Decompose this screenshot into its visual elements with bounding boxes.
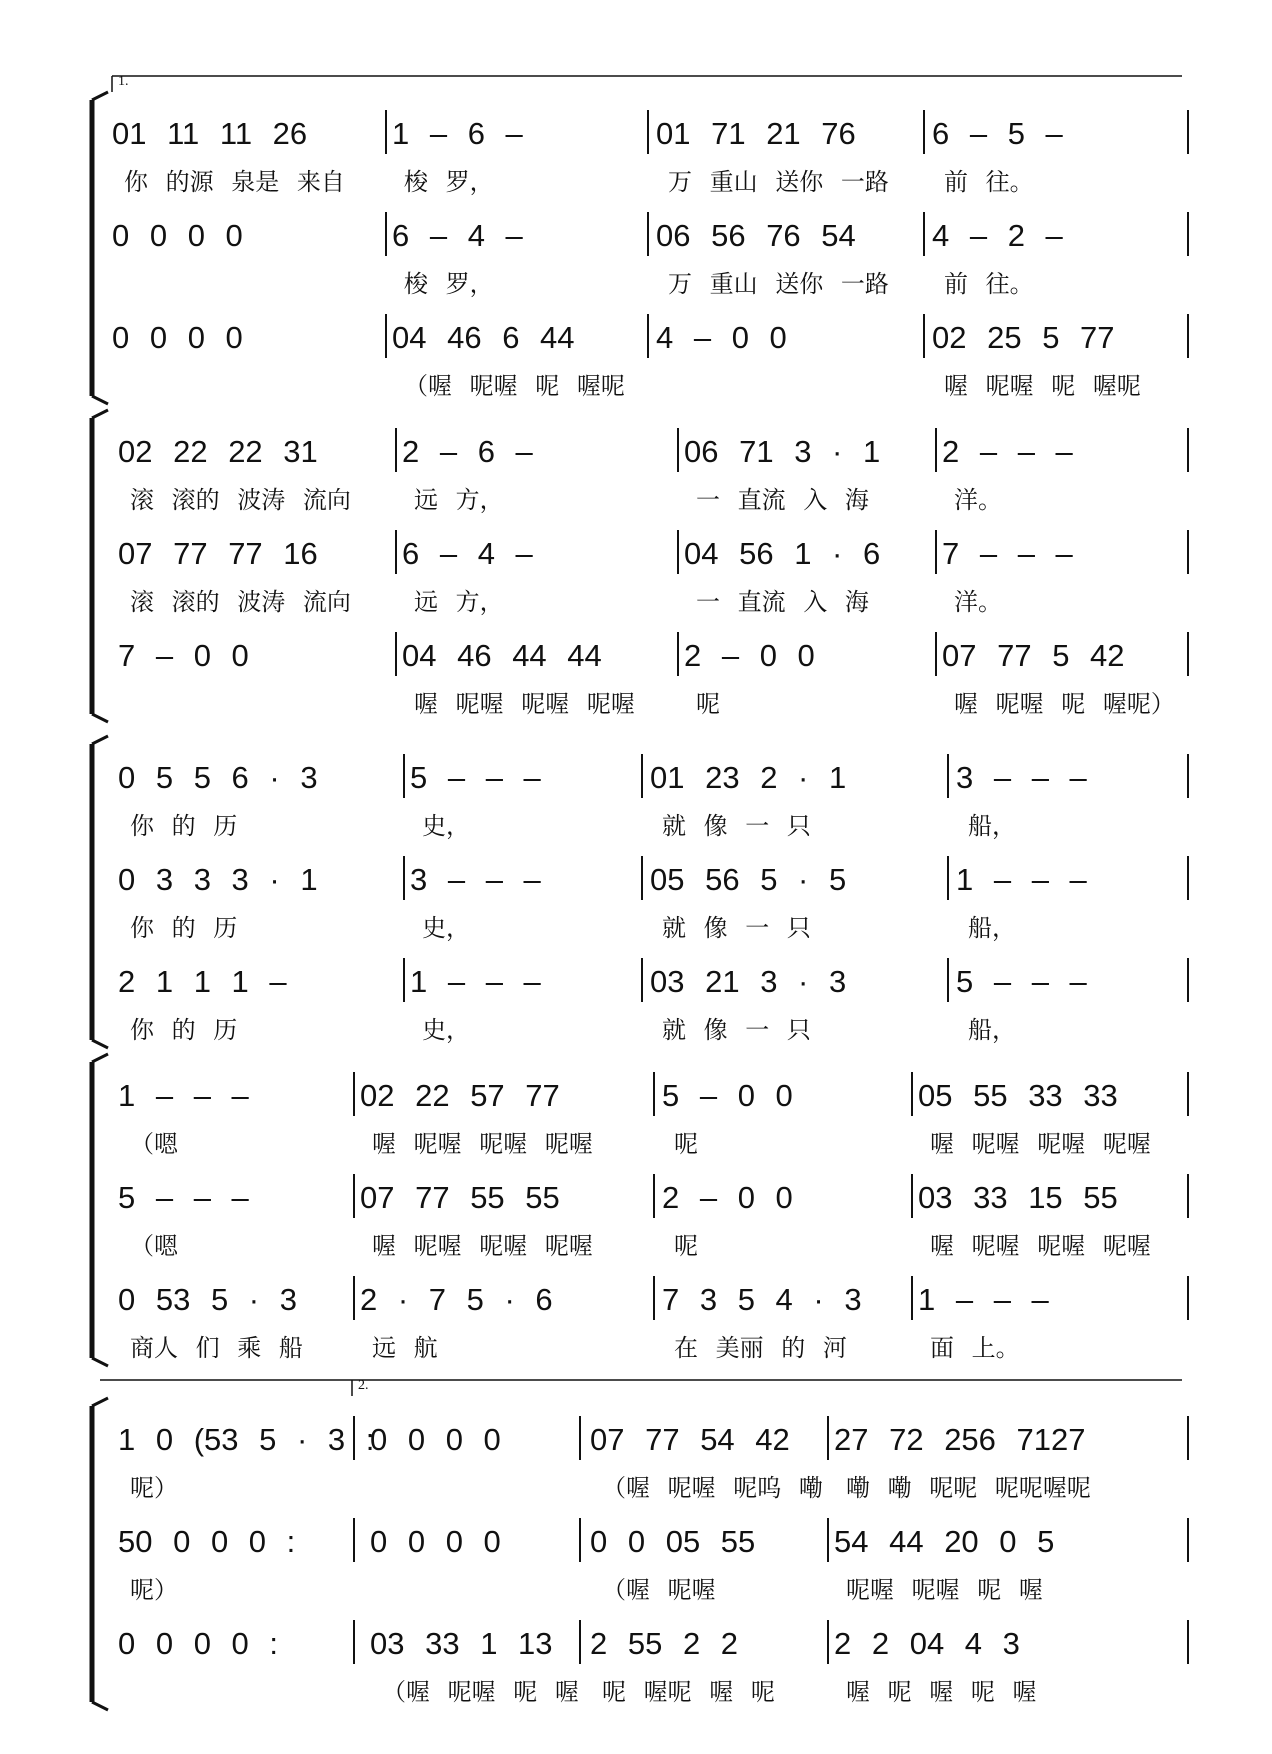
lyric-line: 梭 罗， (404, 270, 494, 298)
lyric-line: （嗯 (130, 1232, 178, 1260)
system-bracket-hook (92, 714, 108, 722)
notation-bar: 03 33 15 55 (918, 1180, 1118, 1215)
notation-bar: 1 – – – (410, 964, 541, 999)
second-ending-label: 2. (358, 1378, 369, 1393)
lyric-line: 喔 呢喔 呢喔 呢喔 (930, 1130, 1151, 1158)
notation-bar: 5 – – – (956, 964, 1087, 999)
lyric-line: 喔 呢喔 呢 喔呢 (944, 372, 1141, 400)
lyric-line: 呢） (130, 1474, 178, 1502)
system-bracket-hook (92, 1358, 108, 1366)
lyric-line: 史， (422, 812, 470, 840)
notation-bar: 02 22 57 77 (360, 1078, 560, 1113)
system-bracket-hook (92, 736, 108, 744)
notation-bar: 2 1 1 1 – (118, 964, 287, 999)
notation-bar: 4 – 2 – (932, 218, 1063, 253)
notation-bar: 04 46 44 44 (402, 638, 602, 673)
notation-bar: 0 3 3 3 · 1 (118, 862, 318, 897)
lyric-line: 船， (968, 914, 1016, 942)
notation-bar: 02 22 22 31 (118, 434, 318, 469)
notation-bar: 07 77 5 42 (942, 638, 1125, 673)
lyric-line: 面 上。 (930, 1334, 1020, 1362)
notation-bar: 03 33 1 13 (370, 1626, 553, 1661)
lyric-line: （喔 呢喔 (602, 1576, 716, 1604)
lyric-line: 喔 呢喔 呢喔 呢喔 (372, 1232, 593, 1260)
system-bracket-hook (92, 1040, 108, 1048)
lyric-line: （喔 呢喔 呢 喔 (382, 1678, 579, 1706)
lyric-line: 喔 呢喔 呢喔 呢喔 (414, 690, 635, 718)
notation-bar: 0 0 0 0 (370, 1524, 501, 1559)
notation-bar: 06 56 76 54 (656, 218, 856, 253)
notation-bar: 7 – – – (942, 536, 1073, 571)
notation-bar: 2 – 0 0 (684, 638, 815, 673)
lyric-line: 船， (968, 812, 1016, 840)
notation-bar: 0 53 5 · 3 (118, 1282, 297, 1317)
lyric-line: 你 的 历 (130, 812, 238, 840)
lyric-line: 史， (422, 1016, 470, 1044)
lyric-line: 前 往。 (944, 270, 1034, 298)
notation-bar: 2 2 04 4 3 (834, 1626, 1020, 1661)
notation-bar: 3 – – – (410, 862, 541, 897)
system-bracket-hook (92, 410, 108, 418)
notation-bar: 0 0 0 0 : (118, 1626, 279, 1661)
lyric-line: 洋。 (954, 486, 1002, 514)
lyric-line: 前 往。 (944, 168, 1034, 196)
notation-bar: 04 46 6 44 (392, 320, 575, 355)
lyric-line: 呢 喔呢 喔 呢 (602, 1678, 775, 1706)
lyric-line: 喔 呢喔 呢喔 呢喔 (930, 1232, 1151, 1260)
lyric-line: （喔 呢喔 呢呜 嘞 (602, 1474, 823, 1502)
lyric-line: 喔 呢喔 呢 喔呢） (954, 690, 1175, 718)
lyric-line: 远 方， (414, 486, 504, 514)
notation-bar: 05 55 33 33 (918, 1078, 1118, 1113)
system-bracket-hook (92, 1398, 108, 1406)
lyric-line: 滚 滚的 波涛 流向 (130, 486, 351, 514)
notation-bar: 1 – – – (956, 862, 1087, 897)
notation-bar: 4 – 0 0 (656, 320, 787, 355)
notation-bar: 06 71 3 · 1 (684, 434, 881, 469)
lyric-line: 滚 滚的 波涛 流向 (130, 588, 351, 616)
notation-bar: 07 77 54 42 (590, 1422, 790, 1457)
notation-bar: 02 25 5 77 (932, 320, 1115, 355)
notation-bar: 0 0 05 55 (590, 1524, 756, 1559)
notation-bar: 5 – – – (118, 1180, 249, 1215)
lyric-line: 万 重山 送你 一路 (668, 270, 889, 298)
notation-bar: 03 21 3 · 3 (650, 964, 847, 999)
lyric-line: 你 的 历 (130, 914, 238, 942)
lyric-line: 在 美丽 的 河 (674, 1334, 847, 1362)
lyric-line: 洋。 (954, 588, 1002, 616)
lyric-line: 呢 (674, 1232, 698, 1260)
system-bracket-hook (92, 1702, 108, 1710)
notation-bar: 50 0 0 0 : (118, 1524, 296, 1559)
system-bracket-hook (92, 92, 108, 100)
lyric-line: 呢喔 呢喔 呢 喔 (846, 1576, 1043, 1604)
notation-bar: 01 23 2 · 1 (650, 760, 847, 795)
lyric-line: 就 像 一 只 (662, 1016, 811, 1044)
lyric-line: 就 像 一 只 (662, 812, 811, 840)
notation-bar: 27 72 256 7127 (834, 1422, 1086, 1457)
lyric-line: 你 的 历 (130, 1016, 238, 1044)
system-bracket-hook (92, 1054, 108, 1062)
notation-bar: 6 – 5 – (932, 116, 1063, 151)
notation-bar: 2 – 6 – (402, 434, 533, 469)
lyric-line: 一 直流 入 海 (696, 588, 869, 616)
lyric-line: 呢） (130, 1576, 178, 1604)
notation-bar: 05 56 5 · 5 (650, 862, 847, 897)
notation-bar: 07 77 55 55 (360, 1180, 560, 1215)
lyric-line: 你 的源 泉是 来自 (124, 168, 345, 196)
lyric-line: 喔 呢喔 呢喔 呢喔 (372, 1130, 593, 1158)
notation-bar: 2 – 0 0 (662, 1180, 793, 1215)
notation-bar: 6 – 4 – (392, 218, 523, 253)
notation-bar: 54 44 20 0 5 (834, 1524, 1055, 1559)
notation-bar: 1 – – – (918, 1282, 1049, 1317)
lyric-line: 史， (422, 914, 470, 942)
notation-bar: 0 0 0 0 (112, 218, 243, 253)
notation-bar: 2 – – – (942, 434, 1073, 469)
lyric-line: 一 直流 入 海 (696, 486, 869, 514)
notation-bar: 1 0 (53 5 · 3 : (118, 1422, 375, 1457)
first-ending-label: 1. (118, 74, 129, 89)
lyric-line: 万 重山 送你 一路 (668, 168, 889, 196)
notation-bar: 01 11 11 26 (112, 116, 308, 151)
lyric-line: 就 像 一 只 (662, 914, 811, 942)
notation-bar: 04 56 1 · 6 (684, 536, 881, 571)
notation-bar: 01 71 21 76 (656, 116, 856, 151)
notation-bar: 7 – 0 0 (118, 638, 249, 673)
lyric-line: 嘞 嘞 呢呢 呢呢喔呢 (846, 1474, 1091, 1502)
lyric-line: 梭 罗， (404, 168, 494, 196)
lyric-line: 远 方， (414, 588, 504, 616)
notation-bar: 7 3 5 4 · 3 (662, 1282, 862, 1317)
notation-bar: 0 5 5 6 · 3 (118, 760, 318, 795)
lyric-line: 喔 呢 喔 呢 喔 (846, 1678, 1037, 1706)
lyric-line: 船， (968, 1016, 1016, 1044)
notation-bar: 5 – 0 0 (662, 1078, 793, 1113)
notation-bar: 0 0 0 0 (112, 320, 243, 355)
lyric-line: （喔 呢喔 呢 喔呢 (404, 372, 625, 400)
notation-bar: 5 – – – (410, 760, 541, 795)
notation-bar: 3 – – – (956, 760, 1087, 795)
notation-bar: 0 0 0 0 (370, 1422, 501, 1457)
system-bracket-hook (92, 396, 108, 404)
notation-bar: 6 – 4 – (402, 536, 533, 571)
notation-bar: 07 77 77 16 (118, 536, 318, 571)
lyric-line: （嗯 (130, 1130, 178, 1158)
notation-bar: 1 – 6 – (392, 116, 523, 151)
lyric-line: 呢 (674, 1130, 698, 1158)
lyric-line: 商人 们 乘 船 (130, 1334, 303, 1362)
lyric-line: 呢 (696, 690, 720, 718)
lyric-line: 远 航 (372, 1334, 438, 1362)
notation-bar: 1 – – – (118, 1078, 249, 1113)
notation-bar: 2 55 2 2 (590, 1626, 739, 1661)
notation-bar: 2 · 7 5 · 6 (360, 1282, 553, 1317)
